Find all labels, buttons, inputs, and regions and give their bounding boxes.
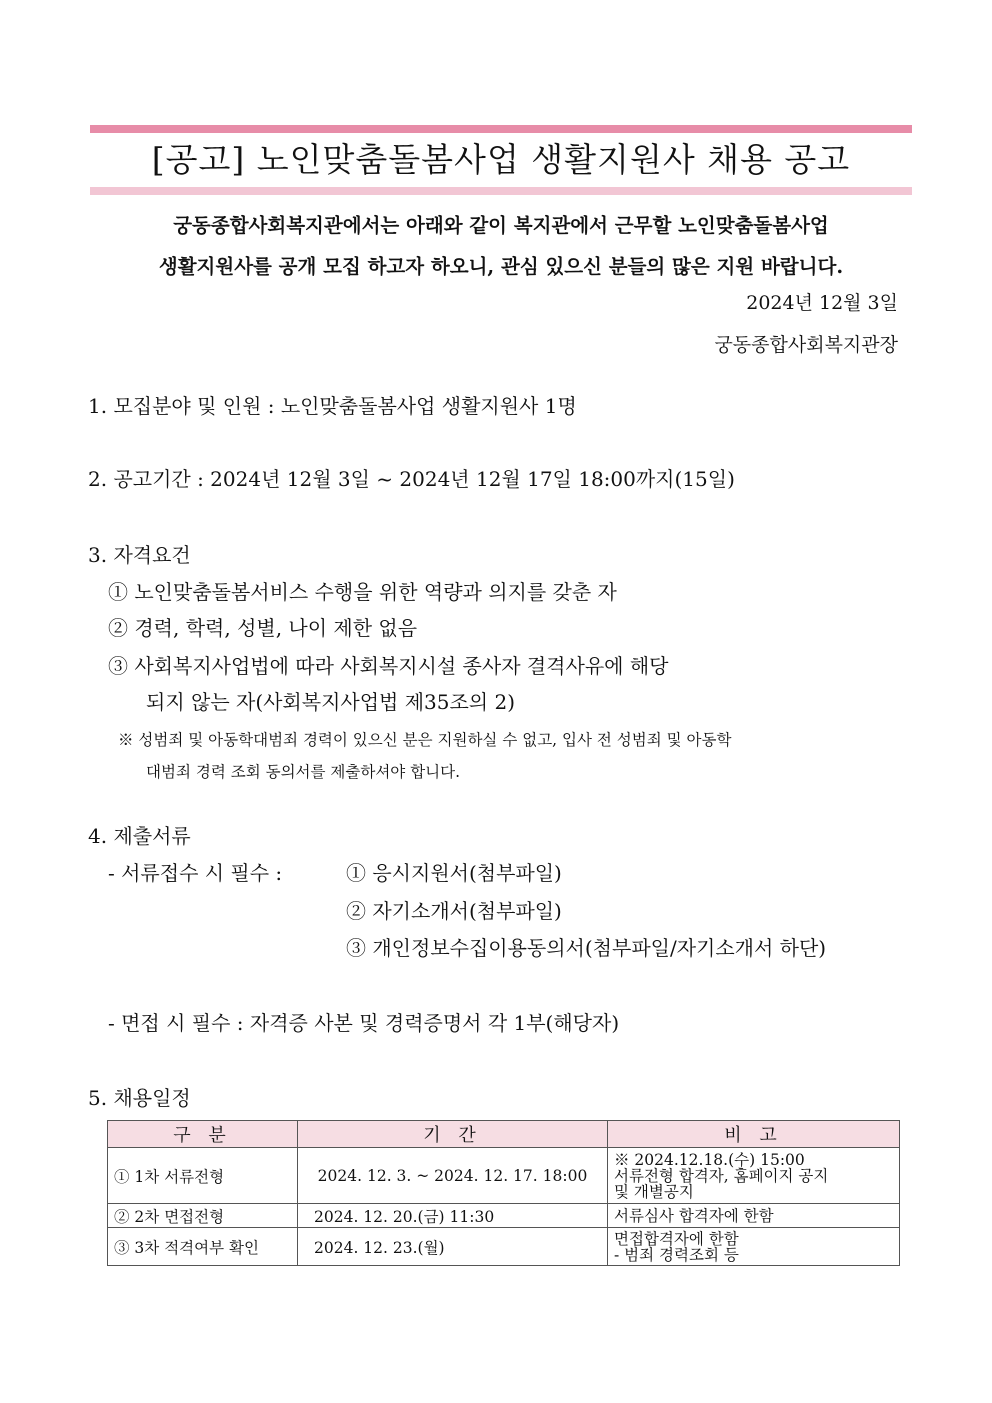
section-4-title: 4. 제출서류	[88, 824, 191, 848]
table-row	[108, 1228, 900, 1266]
table-header-row	[108, 1121, 900, 1148]
section-2: 2. 공고기간 : 2024년 12월 3일 ~ 2024년 12월 17일 18:00까지(15일)	[88, 467, 735, 491]
remark-cell	[608, 1228, 900, 1266]
qualification-item-2: ② 경력, 학력, 성별, 나이 제한 없음	[108, 616, 418, 640]
intro-line-1: 궁동종합사회복지관에서는 아래와 같이 복지관에서 근무할 노인맞춤돌봄사업	[173, 214, 829, 237]
qualification-item-1: ① 노인맞춤돌봄서비스 수행을 위한 역량과 의지를 갖춘 자	[108, 580, 617, 604]
table-row	[108, 1204, 900, 1228]
doc-item-2: ② 자기소개서(첨부파일)	[346, 899, 562, 923]
period-cell: 2024. 12. 20.(금) 11:30	[298, 1204, 608, 1228]
doc-item-1: ① 응시지원서(첨부파일)	[346, 861, 562, 885]
section-1: 1. 모집분야 및 인원 : 노인맞춤돌봄사업 생활지원사 1명	[88, 394, 577, 418]
section-3-title: 3. 자격요건	[88, 543, 191, 567]
remark-line: 및 개별공지	[614, 1182, 694, 1201]
remark-line: 면접합격자에 한함	[614, 1229, 739, 1248]
header-period: 기 간	[298, 1121, 608, 1148]
qualification-note-1: ※ 성범죄 및 아동학대범죄 경력이 있으신 분은 지원하실 수 없고, 입사 전 성범죄 및 아동학	[118, 731, 732, 749]
stage-cell: ① 1차 서류전형	[108, 1148, 298, 1204]
qualification-item-3: ③ 사회복지사업법에 따라 사회복지시설 종사자 결격사유에 해당	[108, 654, 669, 678]
doc-item-3: ③ 개인정보수집이용동의서(첨부파일/자기소개서 하단)	[346, 936, 827, 960]
notice-date: 2024년 12월 3일	[746, 292, 898, 314]
remark-line: 서류전형 합격자, 홈페이지 공지	[614, 1166, 829, 1185]
remark-line: ※ 2024.12.18.(수) 15:00	[614, 1150, 805, 1169]
header-remark: 비 고	[608, 1121, 900, 1148]
stage-cell: ② 2차 면접전형	[108, 1204, 298, 1228]
remark-cell: 서류심사 합격자에 한함	[608, 1204, 900, 1228]
remark-cell	[608, 1148, 900, 1204]
title-top-bar	[90, 125, 912, 133]
qualification-note-2: 대범죄 경력 조회 동의서를 제출하셔야 합니다.	[146, 763, 461, 781]
section-5-title: 5. 채용일정	[88, 1086, 191, 1110]
remark-line: - 범죄 경력조회 등	[614, 1245, 739, 1264]
interview-docs: - 면접 시 필수 : 자격증 사본 및 경력증명서 각 1부(해당자)	[108, 1011, 620, 1035]
intro-line-2: 생활지원사를 공개 모집 하고자 하오니, 관심 있으신 분들의 많은 지원 바랍니다.	[158, 255, 844, 278]
table-row	[108, 1148, 900, 1204]
page-title: [공고] 노인맞춤돌봄사업 생활지원사 채용 공고	[151, 140, 851, 179]
qualification-item-3-cont: 되지 않는 자(사회복지사업법 제35조의 2)	[146, 690, 516, 714]
issuer: 궁동종합사회복지관장	[714, 334, 898, 356]
period-cell: 2024. 12. 3. ~ 2024. 12. 17. 18:00	[298, 1148, 608, 1204]
period-cell: 2024. 12. 23.(월)	[298, 1228, 608, 1266]
stage-cell: ③ 3차 적격여부 확인	[108, 1228, 298, 1266]
docs-label: - 서류접수 시 필수 :	[108, 861, 283, 885]
title-bottom-bar	[90, 187, 912, 195]
header-stage: 구 분	[108, 1121, 298, 1148]
schedule-table	[107, 1120, 900, 1266]
